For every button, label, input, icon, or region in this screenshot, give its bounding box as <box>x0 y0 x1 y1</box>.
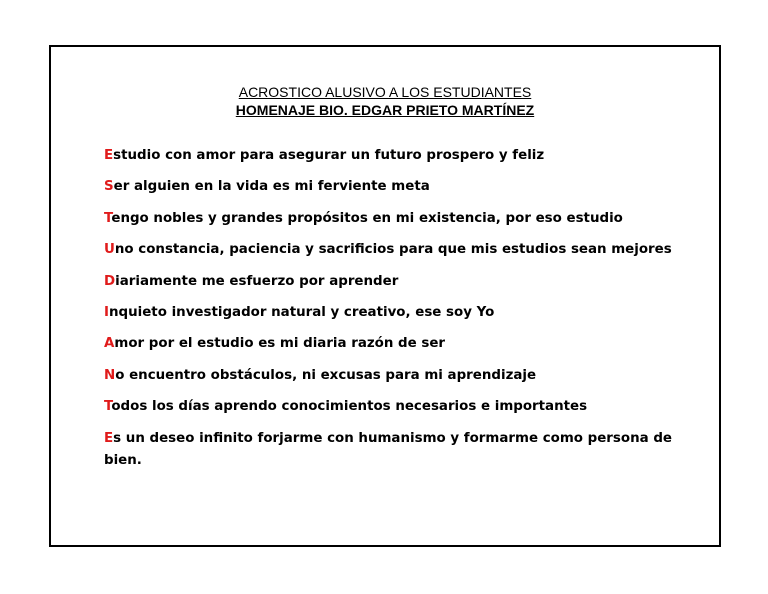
acrostic-line <box>104 396 684 418</box>
acrostic-initial: D <box>104 273 116 289</box>
document-subtitle: HOMENAJE BIO. EDGAR PRIETO MARTÍNEZ <box>235 102 535 118</box>
acrostic-line <box>104 428 684 472</box>
acrostic-initial: T <box>104 210 112 226</box>
acrostic-line <box>104 145 684 167</box>
acrostic-initial: E <box>104 148 114 163</box>
acrostic-text: er alguien en la vida es mi ferviente meta <box>113 179 430 195</box>
acrostic-line <box>104 365 684 387</box>
acrostic-text: no constancia, paciencia y sacrificios para que mis estudios sean mejores <box>114 242 672 258</box>
acrostic-initial: I <box>104 304 109 320</box>
acrostic-text: engo nobles y grandes propósitos en mi existencia, por eso estudio <box>111 210 623 226</box>
acrostic-line <box>104 176 684 198</box>
acrostic-initial: T <box>104 399 112 415</box>
acrostic-text: o encuentro obstáculos, ni excusas para mi aprendizaje <box>115 367 537 383</box>
document-frame <box>49 45 721 547</box>
acrostic-text: mor por el estudio es mi diaria razón de ser <box>114 336 446 352</box>
acrostic-initial: A <box>104 336 115 352</box>
acrostic-initial: S <box>104 179 114 195</box>
document-title: ACROSTICO ALUSIVO A LOS ESTUDIANTES <box>238 84 532 100</box>
acrostic-line <box>104 239 684 261</box>
acrostic-line <box>104 333 684 355</box>
acrostic-text: odos los días aprendo conocimientos necesarios e importantes <box>111 399 588 415</box>
acrostic-line <box>104 302 684 324</box>
acrostic-line <box>104 271 684 293</box>
acrostic-text: nquieto investigador natural y creativo, ese soy Yo <box>108 304 495 320</box>
acrostic-initial: N <box>104 367 116 383</box>
acrostic-list <box>104 145 684 481</box>
acrostic-initial: E <box>104 430 114 446</box>
acrostic-line <box>104 208 684 230</box>
acrostic-text: s un deseo infinito forjarme con humanismo y formarme como persona de bien. <box>104 430 672 468</box>
acrostic-text: studio con amor para asegurar un futuro prospero y feliz <box>113 148 545 163</box>
acrostic-text: iariamente me esfuerzo por aprender <box>115 273 399 289</box>
acrostic-initial: U <box>104 242 115 258</box>
